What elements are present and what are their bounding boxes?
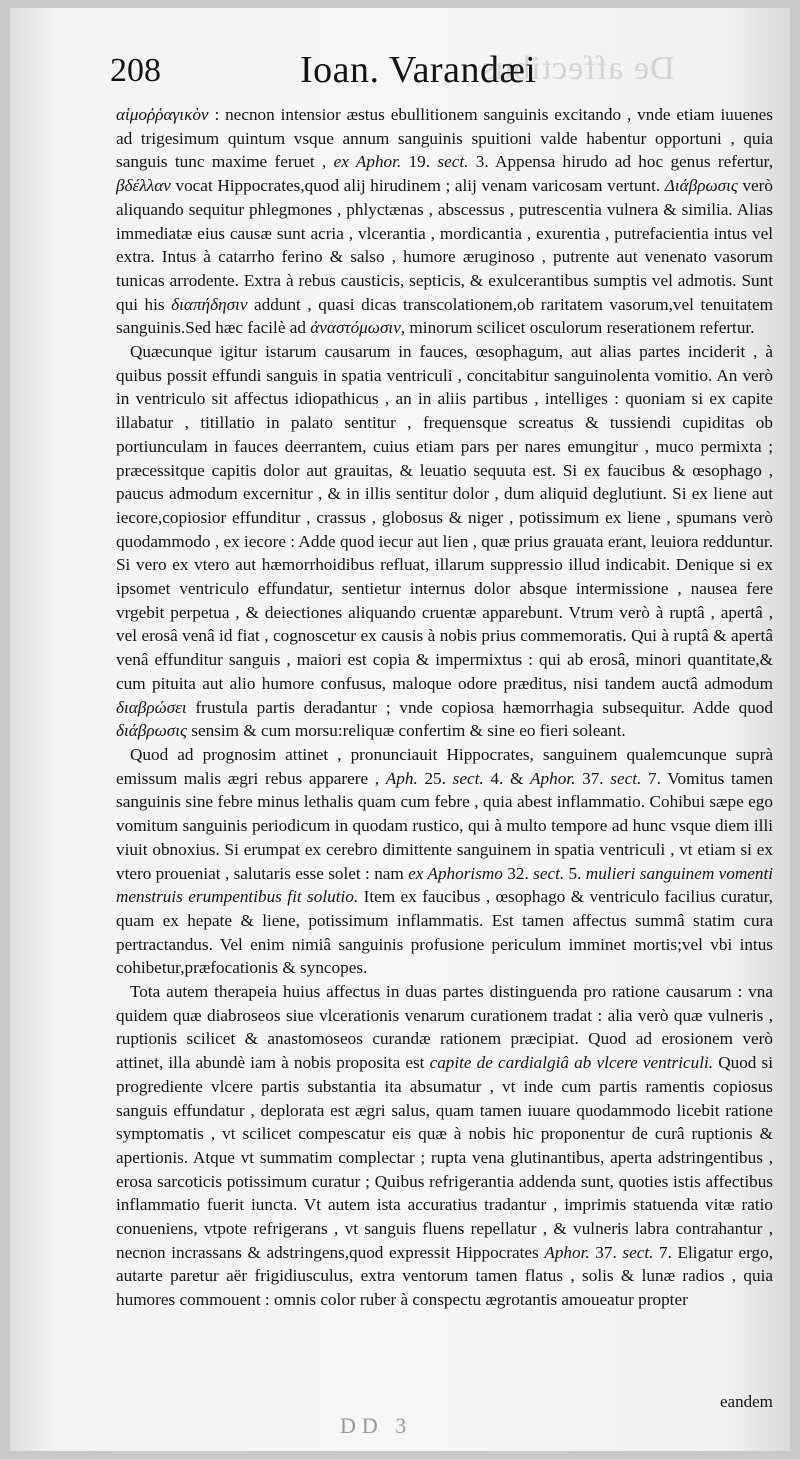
italic-reference: sect. bbox=[610, 768, 642, 788]
page-header bbox=[110, 48, 670, 96]
italic-reference: ex Aphorismo bbox=[408, 863, 503, 883]
text-run: 4. & bbox=[483, 768, 531, 788]
text-run: 5. bbox=[564, 863, 586, 883]
text-run: sensim & cum morsu:reliquæ confertim & sine eo fieri soleant. bbox=[186, 721, 626, 741]
greek-term: διάβρωσις bbox=[116, 721, 187, 741]
text-run: Quod ad prognosim attinet , pronunciauit Hippocrates, sanguinem qualemcunque suprà emissum malis ægri rebus apparere , bbox=[116, 744, 773, 788]
italic-reference: sect. bbox=[437, 152, 469, 172]
running-title: Ioan. Varandæi bbox=[300, 49, 537, 91]
italic-reference: sect. bbox=[622, 1242, 654, 1262]
paragraph bbox=[116, 103, 773, 340]
signature-mark: DD 3 bbox=[340, 1413, 413, 1438]
italic-reference: Aph. bbox=[385, 768, 418, 788]
text-run: 37. bbox=[589, 1242, 623, 1262]
paragraph bbox=[116, 980, 773, 1312]
text-run: 37. bbox=[575, 768, 611, 788]
text-run: , minorum scilicet osculorum reserationem refertur. bbox=[400, 318, 755, 338]
greek-term: διαπήδησιν bbox=[171, 294, 248, 314]
italic-reference: Aphor. bbox=[530, 768, 576, 788]
text-run: 7. Eligatur ergo, autarte paretur aër frigidiusculus, extra ventorum tamen flatus , solis & lunæ radios , quia humores commouent : omnis color ruber à conspectu ægrotantis amoueatur propter bbox=[116, 1242, 774, 1310]
text-run: Quæcunque igitur istarum causarum in fauces, œsophagum, aut alias partes inciderit , à quibus possit effundi sanguis in spatia ventriculi , concitabitur sanguinolenta vomitio. An verò in ventriculo sit affectus idiopathicus , an in aliis partibus , intelliges : quoniam si ex capite illabatur , titillatio in palato sentitur , frequensque screatus & tussiendi cupiditas ob portiunculam in fauces deerrantem, cuius etiam pars per nares emungitur , muco permixta ; præcessitque capitis dolor aut grauitas, & leuatio sequuta est. Si ex faucibus & œsophago , paucus admodum excernitur , & in illis sentitur dolor , dum aliquid deglutiunt. Si ex liene aut iecore,copiosior effunditur , crassus , globosus & niger , potissimum ex liene , spumans verò quodammodo , ex iecore : Adde quod iecur aut lien , quæ prius grauata erant, leuiora redduntur. Si vero ex vtero aut hæmorrhoidibus refluat, illarum suppressio illud indicabit. Denique si ex ipsomet ventriculo effundatur, sentietur internus dolor absque intermissione , nausea fere vrgebit perpetua , & deiectiones aliquando cruentæ apparebunt. Vtrum verò à ruptâ , apertâ , vel erosâ venâ id fiat , cognoscetur ex causis à nobis prius commemoratis. Qui à ruptâ & apertâ venâ effunditur sanguis , maiori est copia & impermixtus : qui ab erosâ, minori quantitate,& cum pituita aut alio humore confusus, maloque odore præditus, nisi tandem auctâ admodum bbox=[116, 342, 773, 693]
page-number: 208 bbox=[110, 52, 161, 89]
text-run: addunt , quasi dicas transcolationem,ob raritatem vasorum,vel tenuitatem sanguinis.Sed hæc facilè ad bbox=[116, 294, 773, 338]
text-run: Item ex faucibus , œsophago & ventriculo facilius curatur, quam ex hepate & liene, potissimum inflammatis. Est tamen affectus summâ statim cura pertractandus. Vel enim nimiâ sanguinis profusione periculum imminet mortis;vel vbi intus cohibetur,præfocationis & syncopes. bbox=[116, 887, 773, 978]
italic-reference: sect. bbox=[452, 768, 484, 788]
greek-term: αἱμοῤῥαγικὸν bbox=[116, 105, 209, 124]
paragraph bbox=[116, 743, 773, 980]
text-run: vocat Hippocrates,quod alij hirudinem ; alij venam varicosam vertunt. bbox=[170, 176, 665, 196]
text-run: verò aliquando sequitur phlegmones , phlyctænas , abscessus , putrescentia vulnera & similia. Alias immediatæ eius causæ sunt acria , vlcerantia , mordicantia , exurentia , putrefacientia intus vel extra. Intus à catarrho ferino & salso , humore æruginoso , putrente aut venenato vasorum tunicas arrodente. Extra à rebus causticis, septicis, & exulcerantibus sumptis vel admotis. Sunt qui his bbox=[116, 176, 773, 314]
text-run: 25. bbox=[417, 768, 453, 788]
italic-reference: Aphor. bbox=[544, 1242, 590, 1262]
text-run: 3. Appensa hirudo ad hoc genus refertur, bbox=[468, 152, 774, 172]
page-footer bbox=[340, 1413, 540, 1443]
greek-term: Διάβρωσις bbox=[664, 176, 738, 196]
italic-reference: capite de cardialgiâ ab vlcere ventriculi. bbox=[429, 1053, 714, 1073]
text-run: 19. bbox=[401, 152, 438, 172]
greek-term: ἀναστόμωσιν bbox=[310, 318, 401, 338]
paragraph bbox=[116, 340, 773, 743]
text-run: : necnon intensior æstus ebullitionem sanguinis excitando , vnde etiam iuuenes ad trigesimum quintum vsque annum sanguinis spuitioni valde habentur opportuni , quia sanguis tunc maxime feruet , bbox=[116, 105, 773, 172]
greek-term: διαβρώσει bbox=[116, 697, 187, 717]
text-run: 32. bbox=[502, 863, 534, 883]
text-run: frustula partis deradantur ; vnde copiosa hæmorrhagia subsequitur. Adde quod bbox=[186, 697, 773, 717]
italic-reference: ex Aphor. bbox=[333, 152, 402, 172]
italic-reference: sect. bbox=[533, 863, 565, 883]
italic-reference: mulieri sanguinem vomenti menstruis erumpentibus fit solutio. bbox=[116, 863, 774, 907]
text-run: Tota autem therapeia huius affectus in duas partes distinguenda pro ratione causarum : vna quidem quæ diabroseos siue vlcerationis venarum curationem tradat : alia verò quæ vulneris , ruptionis scilicet & anastomoseos curandæ rationem præcipiat. Quod ad erosionem verò attinet, illa abundè iam à nobis proposita est bbox=[116, 982, 773, 1073]
text-run: 7. Vomitus tamen sanguinis sine febre minus lethalis quam cum febre , quia abest inflammatio. Cohibui sæpe ego vomitum sanguinis periodicum in quodam rustico, qui à multo tempore ad hunc vsque diem illi viuit obnoxius. Si erumpat ex cerebro dimittente sanguinem in spatia ventriculi , vt etiam si ex vtero proueniat , salutaris esse solet : nam bbox=[116, 768, 773, 883]
body-text bbox=[116, 103, 773, 1312]
book-page bbox=[10, 8, 790, 1451]
greek-term: βδέλλαν bbox=[116, 176, 171, 196]
catchword: eandem bbox=[720, 1392, 773, 1411]
text-run: Quod si progrediente vlcere partis substantia ita absumatur , vt inde cum partis ramentis copiosus sanguis effundatur , deplorata est ægri salus, quam tamen iuuare quodammodo licebit ratione symptomatis , vt scilicet compescatur eis quæ à nobis hic proponentur de curâ ruptionis & apertionis. Atque vt summatim complectar ; rupta vena glutinantibus, aperta adstringentibus , erosa sarcoticis potissimum curatur ; Quibus refrigerantia addenda sunt, quoties istis affectibus inflammatio fuerit iuncta. Vt autem ista accuratius tradantur , imprimis statuenda vitæ ratio conueniens, vtpote refrigerans , vt sanguis fluens repellatur , & vulneris labra contrahantur , necnon incrassans & adstringens,quod expressit Hippocrates bbox=[116, 1053, 773, 1262]
show-through-text: De affectibus bbox=[480, 50, 675, 87]
